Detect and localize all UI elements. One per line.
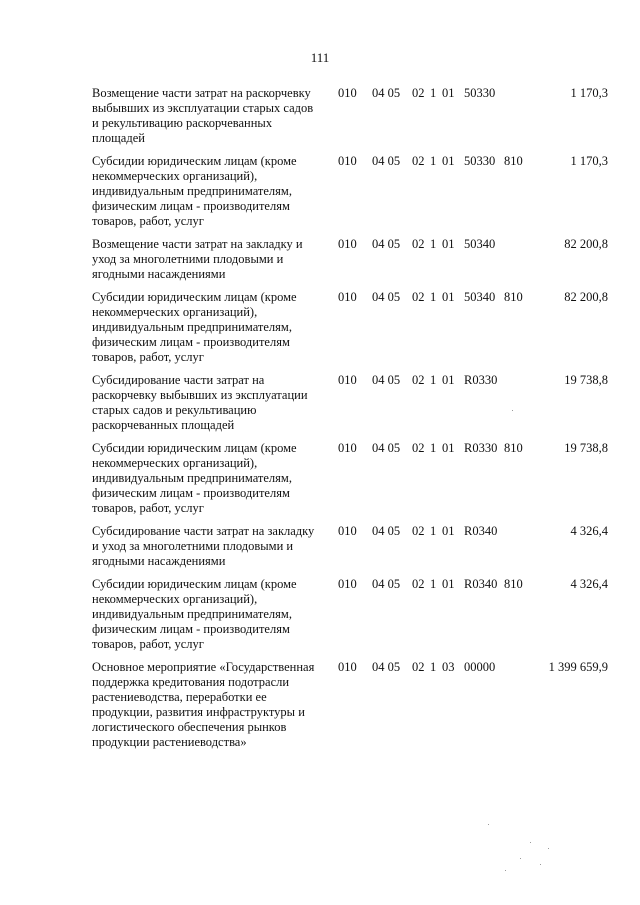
row-name: Возмещение части затрат на закладку и уход за многолетними плодовыми и ягодными насаждениями — [92, 237, 303, 281]
code-program: 02 — [412, 577, 425, 591]
code-vr: 810 — [504, 441, 523, 455]
row-name: Субсидии юридическим лицам (кроме некоммерческих организаций), индивидуальным предпринимателям, физическим лицам - производителям товаров, работ, услуг — [92, 290, 297, 364]
code-direction: 50340 — [464, 237, 496, 251]
code-event: 01 — [442, 237, 455, 251]
code-subprogram: 1 — [430, 524, 437, 538]
code-program: 02 — [412, 237, 425, 251]
row-name: Основное мероприятие «Государственная поддержка кредитования подотрасли растениеводства, переработки ее продукции, развития инфраструктуры и логистического обеспечения рынков продукции растениеводства» — [92, 660, 315, 749]
code-direction: 50330 — [464, 86, 496, 100]
table-row — [92, 524, 612, 569]
code-rz-pr: 04 05 — [372, 577, 401, 591]
code-rz-pr: 04 05 — [372, 86, 401, 100]
table-row — [92, 86, 612, 146]
code-direction: R0330 — [464, 441, 498, 455]
code-event: 03 — [442, 660, 455, 674]
code-program: 02 — [412, 373, 425, 387]
code-direction: 00000 — [464, 660, 496, 674]
table-row — [92, 660, 612, 750]
row-sum: 82 200,8 — [564, 237, 608, 251]
code-rz-pr: 04 05 — [372, 660, 401, 674]
code-direction: R0330 — [464, 373, 498, 387]
scan-speck — [548, 848, 549, 849]
code-direction: R0340 — [464, 524, 498, 538]
code-program: 02 — [412, 154, 425, 168]
row-sum: 4 326,4 — [570, 577, 608, 591]
code-rz-pr: 04 05 — [372, 373, 401, 387]
row-sum: 19 738,8 — [564, 373, 608, 387]
code-gr: 010 — [338, 373, 357, 387]
budget-table — [92, 86, 612, 758]
code-subprogram: 1 — [430, 373, 437, 387]
table-row — [92, 290, 612, 365]
table-row — [92, 441, 612, 516]
code-vr: 810 — [504, 154, 523, 168]
row-sum: 1 399 659,9 — [548, 660, 608, 674]
code-rz-pr: 04 05 — [372, 290, 401, 304]
code-program: 02 — [412, 290, 425, 304]
table-row — [92, 373, 612, 433]
code-vr: 810 — [504, 577, 523, 591]
row-sum: 1 170,3 — [570, 154, 608, 168]
scan-speck — [488, 824, 489, 825]
code-rz-pr: 04 05 — [372, 154, 401, 168]
code-subprogram: 1 — [430, 441, 437, 455]
table-row — [92, 577, 612, 652]
code-program: 02 — [412, 660, 425, 674]
code-direction: 50340 — [464, 290, 496, 304]
code-event: 01 — [442, 86, 455, 100]
code-vr: 810 — [504, 290, 523, 304]
code-subprogram: 1 — [430, 290, 437, 304]
page-number: 111 — [310, 50, 330, 65]
code-gr: 010 — [338, 290, 357, 304]
table-row — [92, 237, 612, 282]
row-sum: 19 738,8 — [564, 441, 608, 455]
row-name: Субсидии юридическим лицам (кроме некоммерческих организаций), индивидуальным предпринимателям, физическим лицам - производителям товаров, работ, услуг — [92, 154, 297, 228]
scan-speck — [512, 410, 513, 411]
code-program: 02 — [412, 86, 425, 100]
table-row — [92, 154, 612, 229]
code-rz-pr: 04 05 — [372, 524, 401, 538]
code-event: 01 — [442, 290, 455, 304]
code-gr: 010 — [338, 237, 357, 251]
code-gr: 010 — [338, 660, 357, 674]
code-event: 01 — [442, 577, 455, 591]
code-event: 01 — [442, 154, 455, 168]
code-event: 01 — [442, 373, 455, 387]
code-direction: R0340 — [464, 577, 498, 591]
row-sum: 4 326,4 — [570, 524, 608, 538]
code-rz-pr: 04 05 — [372, 441, 401, 455]
code-gr: 010 — [338, 577, 357, 591]
code-rz-pr: 04 05 — [372, 237, 401, 251]
code-event: 01 — [442, 441, 455, 455]
code-program: 02 — [412, 524, 425, 538]
row-name: Субсидирование части затрат на раскорчевку выбывших из эксплуатации старых садов и рекультивацию раскорчеванных площадей — [92, 373, 308, 432]
code-gr: 010 — [338, 86, 357, 100]
code-direction: 50330 — [464, 154, 496, 168]
scan-speck — [520, 858, 521, 859]
code-event: 01 — [442, 524, 455, 538]
scan-speck — [505, 870, 506, 871]
code-subprogram: 1 — [430, 660, 437, 674]
code-subprogram: 1 — [430, 237, 437, 251]
scan-speck — [530, 842, 531, 843]
row-name: Возмещение части затрат на раскорчевку выбывших из эксплуатации старых садов и рекультивацию раскорчеванных площадей — [92, 86, 314, 145]
row-name: Субсидирование части затрат на закладку и уход за многолетними плодовыми и ягодными насаждениями — [92, 524, 315, 568]
row-sum: 82 200,8 — [564, 290, 608, 304]
code-subprogram: 1 — [430, 86, 437, 100]
code-subprogram: 1 — [430, 577, 437, 591]
code-program: 02 — [412, 441, 425, 455]
code-subprogram: 1 — [430, 154, 437, 168]
code-gr: 010 — [338, 154, 357, 168]
row-sum: 1 170,3 — [570, 86, 608, 100]
scan-speck — [540, 864, 541, 865]
row-name: Субсидии юридическим лицам (кроме некоммерческих организаций), индивидуальным предпринимателям, физическим лицам - производителям товаров, работ, услуг — [92, 441, 297, 515]
code-gr: 010 — [338, 441, 357, 455]
code-gr: 010 — [338, 524, 357, 538]
row-name: Субсидии юридическим лицам (кроме некоммерческих организаций), индивидуальным предпринимателям, физическим лицам - производителям товаров, работ, услуг — [92, 577, 297, 651]
